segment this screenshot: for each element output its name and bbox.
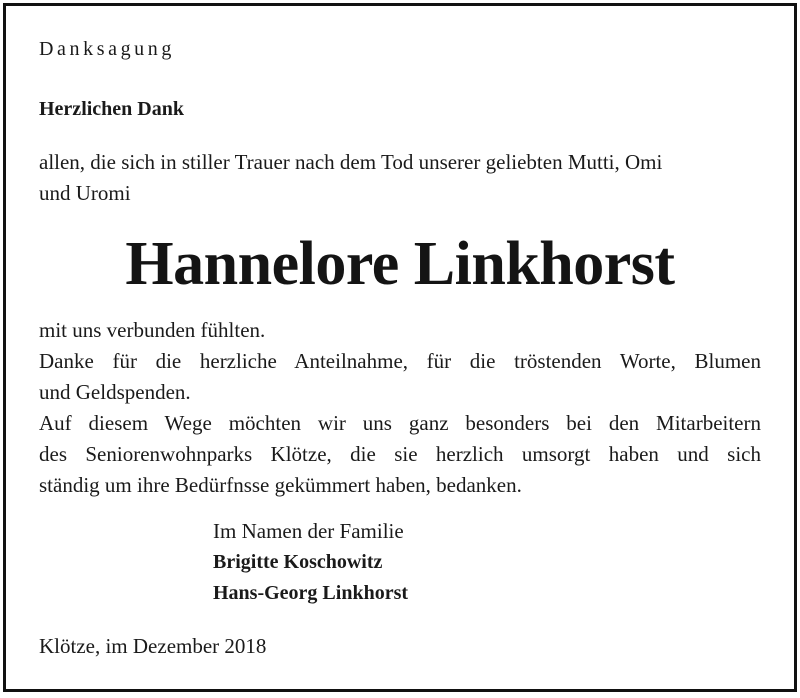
notice-subheading: Herzlichen Dank (39, 98, 184, 120)
intro-line: und Uromi (39, 181, 131, 205)
body-line: Danke für die herzliche Anteilnahme, für die tröstenden Worte, Blumen (39, 349, 761, 373)
body-line: des Seniorenwohnparks Klötze, die sie herzlich umsorgt haben und sich (39, 442, 761, 466)
body-line: und Geldspenden. (39, 380, 191, 404)
signer-name: Hans-Georg Linkhorst (213, 582, 409, 604)
signer-name: Brigitte Koschowitz (213, 551, 383, 573)
intro-paragraph (39, 147, 761, 209)
signature-block (213, 516, 408, 609)
deceased-name: Hannelore Linkhorst (125, 230, 675, 298)
notice-heading: Danksagung (39, 38, 175, 60)
signature-line: Im Namen der Familie (213, 519, 404, 543)
intro-line: allen, die sich in stiller Trauer nach dem Tod unserer geliebten Mutti, Omi (39, 150, 663, 174)
place-and-date: Klötze, im Dezember 2018 (39, 634, 267, 658)
obituary-thank-you-notice (3, 3, 797, 692)
body-line: ständig um ihre Bedürfnsse gekümmert haben, bedanken. (39, 473, 522, 497)
thank-you-paragraph (39, 315, 761, 501)
body-line: mit uns verbunden fühlten. (39, 318, 266, 342)
body-line: Auf diesem Wege möchten wir uns ganz besonders bei den Mitarbeitern (39, 411, 761, 435)
